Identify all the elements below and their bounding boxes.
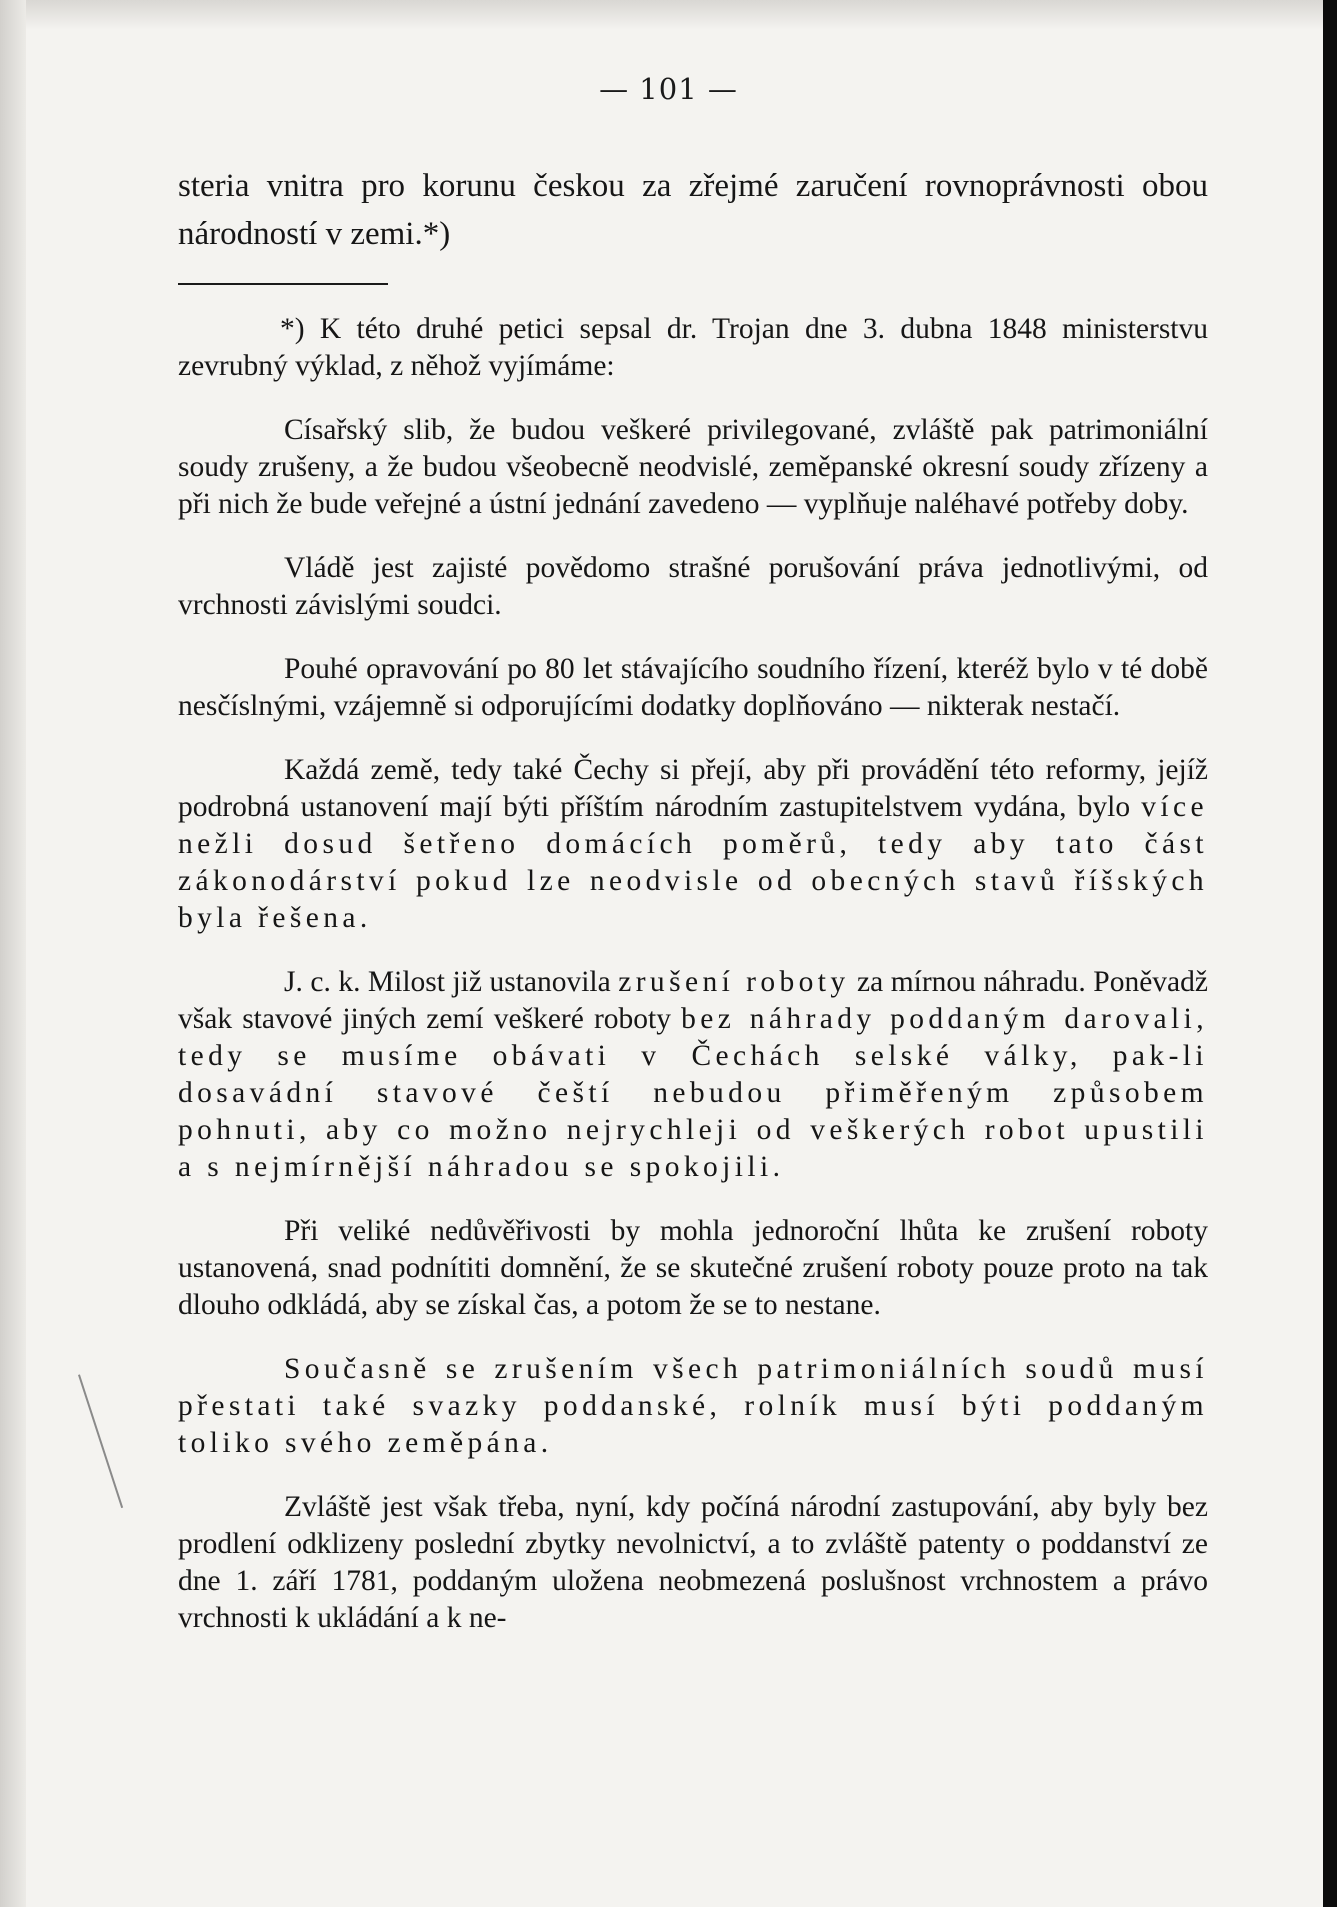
footnote-paragraph-4-normal: Každá země, tedy také Čechy si přejí, aby při provádění této reformy, jejíž podrobná ustanovení mají býti příštím národním zastupitelstvem vydána, bylo [178, 754, 1208, 823]
footnote-paragraph-2: Vládě jest zajisté povědomo strašné porušování práva jednotlivými, od vrchnosti závislými soudci. [178, 552, 1208, 621]
footnote-paragraph-4 [178, 752, 1208, 937]
page-top-shadow [0, 0, 1337, 30]
footnote-paragraph-5-part-b: zrušení roboty [618, 966, 850, 998]
footnote-paragraph-5-part-d: bez náhrady poddaným darovali, tedy se musíme obávati v Čechách selské války, pak-li dosavádní stavové čeští nebudou přiměřeným způsobem pohnuti, aby co možno nejrychleji od veškerých robot upustili a s nejmírnější náhradou se spokojili. [178, 1003, 1208, 1183]
intro-paragraph: steria vnitra pro korunu českou za zřejmé zaručení rovnoprávnosti obou národností v zemi.*) [178, 168, 1208, 252]
footnote [178, 311, 1208, 1664]
fold-mark [78, 1374, 123, 1508]
page-number: — 101 — [599, 72, 738, 106]
footnote-paragraph-6: Při veliké nedůvěřivosti by mohla jednoroční lhůta ke zrušení roboty ustanovená, snad podnítiti domnění, že se skutečné zrušení roboty pouze proto na tak dlouho odkládá, aby se získal čas, a potom že se to nestane. [178, 1215, 1208, 1321]
footnote-lead: *) K této druhé petici sepsal dr. Trojan dne 3. dubna 1848 ministerstvu zevrubný výklad, z něhož vyjímáme: [178, 313, 1208, 382]
footnote-paragraph-8: Zvláště jest však třeba, nyní, kdy počíná národní zastupování, aby byly bez prodlení odklizeny poslední zbytky nevolnictví, a to zvláště patenty o poddanství ze dne 1. září 1781, poddaným uložena neobmezená poslušnost vrchnostem a právo vrchnosti k ukládání a k ne- [178, 1491, 1208, 1634]
footnote-paragraph-5-part-c: za mírnou náhradu. Poněvadž však stavové jiných zemí veškeré roboty [178, 966, 1208, 1035]
footnote-paragraph-5-part-a: J. c. k. Milost již ustanovila [284, 966, 611, 998]
page-left-shadow [0, 0, 26, 1907]
footnote-paragraph-7: Současně se zrušením všech patrimoniálních soudů musí přestati také svazky poddanské, rolník musí býti poddaným toliko svého zeměpána. [178, 1353, 1208, 1459]
page-right-border [1323, 0, 1337, 1907]
footnote-paragraph-1: Císařský slib, že budou veškeré privilegované, zvláště pak patrimoniální soudy zrušeny, a že budou všeobecně neodvislé, zeměpanské okresní soudy zřízeny a při nich že bude veřejné a ústní jednání zavedeno — vyplňuje naléhavé potřeby doby. [178, 414, 1208, 520]
footnote-paragraph-4-spaced: více nežli dosud šetřeno domácích poměrů, tedy aby tato část zákonodárství pokud lze neodvisle od obecných stavů říšských byla řešena. [178, 791, 1208, 934]
footnote-paragraph-5 [178, 964, 1208, 1186]
footnote-separator [178, 283, 388, 285]
footnote-paragraph-3: Pouhé opravování po 80 let stávajícího soudního řízení, kteréž bylo v té době nesčíslnými, vzájemně si odporujícími dodatky doplňováno — nikterak nestačí. [178, 653, 1208, 722]
